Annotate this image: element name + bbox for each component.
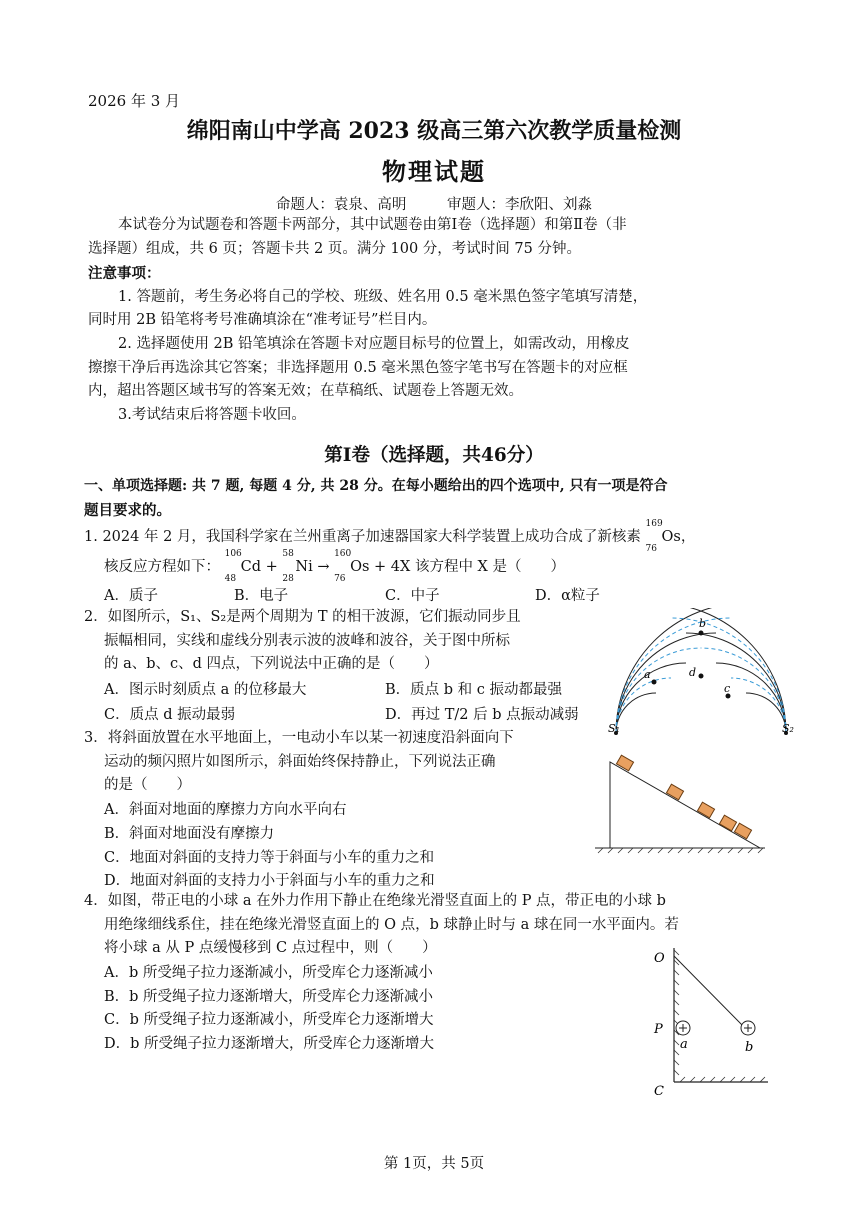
exam-title: 绵阳南山中学高 2023 级高三第六次教学质量检测 — [186, 118, 682, 144]
label-C: C — [654, 1084, 664, 1099]
q3-line-2: 运动的频闪照片如图所示，斜面始终保持静止，下列说法正确 — [104, 754, 496, 770]
reviewers: 审题人：李欣阳、刘淼 — [447, 197, 593, 213]
notice-line-2: 同时用 2B 铅笔将考号准确填涂在“准考证号”栏目内。 — [88, 312, 437, 328]
intro-line-2: 选择题）组成，共 6 页；答题卡共 2 页。满分 100 分，考试时间 75 分钟。 — [88, 241, 581, 257]
notice-line-1: 1. 答题前，考生务必将自己的学校、班级、姓名用 0.5 毫米黑色签字笔填写清楚， — [118, 289, 648, 305]
setters: 命题人：袁泉、高明 — [275, 197, 407, 213]
label-c: c — [724, 682, 731, 695]
q3-option-b[interactable]: B．斜面对地面没有摩擦力 — [104, 826, 275, 842]
label-b: b — [745, 1040, 754, 1055]
q4-option-c[interactable]: C．b 所受绳子拉力逐渐减小，所受库仑力逐渐增大 — [104, 1012, 434, 1028]
nuclide-os169: 169 76 Os — [645, 519, 681, 554]
q2-option-c[interactable]: C．质点 d 振动最弱 — [104, 707, 236, 723]
q4-line-3: 将小球 a 从 P 点缓慢移到 C 点过程中，则（ ） — [104, 940, 437, 956]
exam-date: 2026 年 3 月 — [88, 92, 181, 110]
q4-line-1: 4．如图，带正电的小球 a 在外力作用下静止在绝缘光滑竖直面上的 P 点，带正电的小球 b — [84, 893, 666, 909]
nuclide-ni: 58 28 Ni — [282, 549, 313, 584]
q2-option-b[interactable]: B．质点 b 和 c 振动都最强 — [385, 682, 562, 698]
page-footer: 第 1页，共 5页 — [383, 1156, 485, 1172]
label-d: d — [689, 666, 697, 679]
q2-line-3: 的 a、b、c、d 四点，下列说法中正确的是（ ） — [104, 656, 439, 672]
point-a — [652, 680, 657, 685]
q3-line-3: 的是（ ） — [104, 777, 191, 793]
q1-line-1: 1. 2024 年 2 月，我国科学家在兰州重离子加速器国家大科学装置上成功合成了新核素 169 76 Os， — [84, 519, 696, 554]
q1-option-a[interactable]: A．质子 — [104, 588, 158, 604]
q1-line-2: 核反应方程如下： 106 48 Cd + 58 28 Ni → 160 76 Os + 4X 该方程中 X 是（ ） — [104, 549, 565, 584]
car-frame-1 — [616, 755, 633, 771]
incline-figure — [590, 752, 770, 857]
wave-interference-figure — [606, 608, 806, 738]
ball-b — [741, 1021, 755, 1035]
label-b: b — [699, 617, 707, 630]
authors-line — [0, 193, 868, 214]
q3-line-1: 3．将斜面放置在水平地面上，一电动小车以某一初速度沿斜面向下 — [84, 730, 514, 746]
nuclide-os160: 160 76 Os — [334, 549, 370, 584]
q3-option-c[interactable]: C．地面对斜面的支持力等于斜面与小车的重力之和 — [104, 850, 435, 866]
section-title: 第Ⅰ卷（选择题，共46分） — [324, 445, 544, 466]
q2-option-d[interactable]: D．再过 T/2 后 b 点振动减弱 — [385, 707, 579, 723]
q4-option-d[interactable]: D．b 所受绳子拉力逐渐增大，所受库仑力逐渐增大 — [104, 1036, 435, 1052]
notice-heading: 注意事项： — [88, 265, 161, 282]
notice-line-6: 3.考试结束后将答题卡收回。 — [118, 407, 306, 423]
label-s1: S₁ — [608, 722, 620, 735]
q1-option-d[interactable]: D．α粒子 — [535, 588, 600, 604]
point-b — [699, 631, 704, 636]
label-P: P — [654, 1022, 663, 1037]
label-O: O — [654, 951, 665, 966]
subject-title: 物理试题 — [382, 157, 486, 186]
ball-a — [676, 1021, 690, 1035]
car-frame-5 — [734, 823, 751, 839]
point-d — [699, 674, 704, 679]
car-frame-2 — [666, 784, 683, 800]
notice-line-4: 擦擦干净后再选涂其它答案；非选择题用 0.5 毫米黑色签字笔书写在答题卡的对应框 — [88, 360, 628, 376]
part1-heading-1: 一、单项选择题: 共 7 题, 每题 4 分, 共 28 分。在每小题给出的四个选项中, 只有一项是符合 — [84, 478, 668, 494]
q3-option-d[interactable]: D．地面对斜面的支持力小于斜面与小车的重力之和 — [104, 873, 435, 889]
label-a: a — [644, 668, 651, 681]
q2-line-1: 2．如图所示，S₁、S₂是两个周期为 T 的相干波源，它们振动同步且 — [84, 609, 521, 625]
string-line — [674, 956, 746, 1029]
q3-option-a[interactable]: A．斜面对地面的摩擦力方向水平向右 — [104, 802, 347, 818]
q2-line-2: 振幅相同，实线和虚线分别表示波的波峰和波谷，关于图中所标 — [104, 633, 510, 649]
charged-balls-figure — [640, 940, 780, 1105]
q2-option-a[interactable]: A．图示时刻质点 a 的位移最大 — [104, 682, 307, 698]
part1-heading-2: 题目要求的。 — [84, 502, 171, 519]
notice-line-3: 2. 选择题使用 2B 铅笔填涂在答题卡对应题目标号的位置上，如需改动，用橡皮 — [118, 336, 630, 352]
incline-slope — [610, 762, 760, 848]
car-frame-3 — [697, 802, 714, 818]
q4-option-b[interactable]: B．b 所受绳子拉力逐渐增大，所受库仑力逐渐减小 — [104, 989, 434, 1005]
intro-line-1: 本试卷分为试题卷和答题卡两部分，其中试题卷由第Ⅰ卷（选择题）和第Ⅱ卷（非 — [118, 217, 627, 233]
notice-line-5: 内，超出答题区域书写的答案无效；在草稿纸、试题卷上答题无效。 — [88, 383, 523, 399]
q4-line-2: 用绝缘细线系住，挂在绝缘光滑竖直面上的 O 点，b 球静止时与 a 球在同一水平面内。若 — [104, 917, 679, 933]
q1-option-b[interactable]: B．电子 — [234, 588, 289, 604]
q4-option-a[interactable]: A．b 所受绳子拉力逐渐减小，所受库仑力逐渐减小 — [104, 965, 433, 981]
q1-option-c[interactable]: C．中子 — [385, 588, 440, 604]
label-s2: S₂ — [782, 722, 794, 735]
nuclide-cd: 106 48 Cd — [224, 549, 261, 584]
reaction-arrow: → — [317, 559, 330, 575]
label-a: a — [680, 1037, 688, 1052]
car-frame-4 — [719, 815, 736, 831]
